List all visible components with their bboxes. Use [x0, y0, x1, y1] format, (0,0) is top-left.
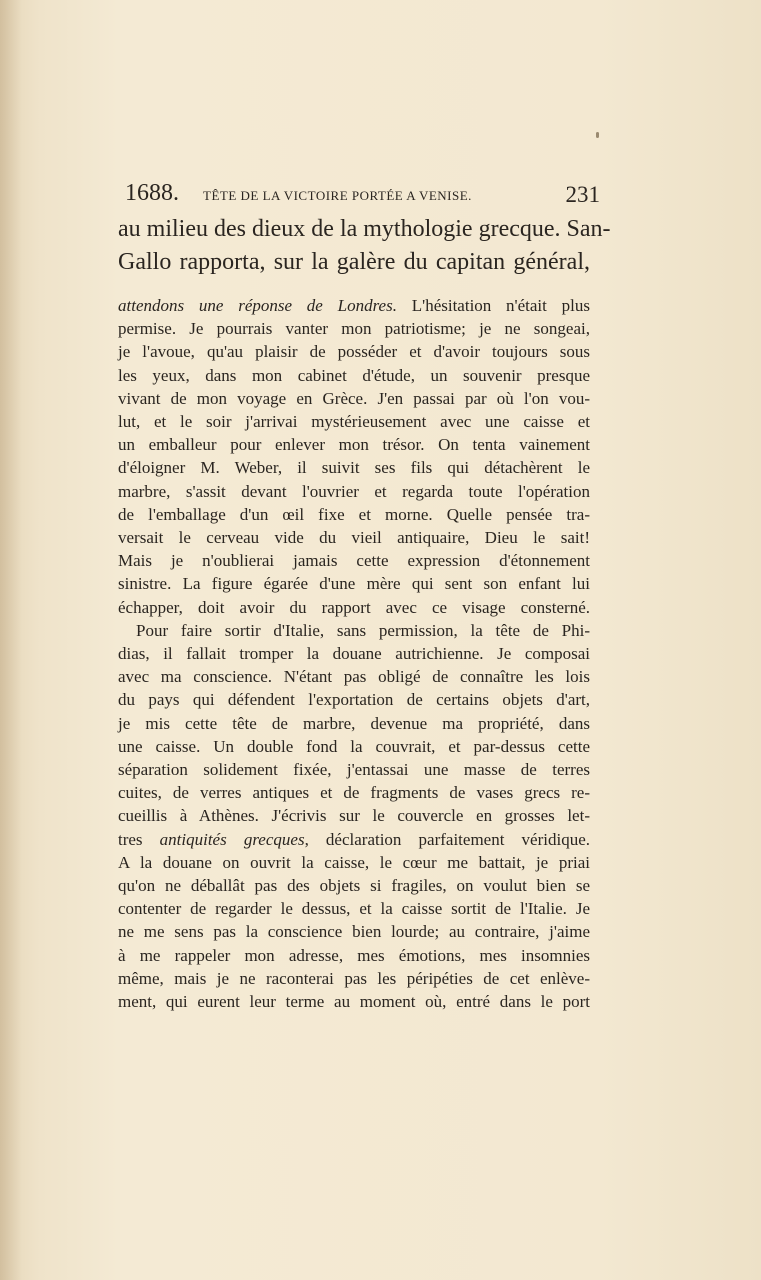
- lead-paragraph: [118, 213, 611, 279]
- text-line: échapper, doit avoir du rapport avec ce visage consterné.: [118, 597, 590, 617]
- text-segment: L'hésitation n'était plus: [396, 296, 590, 315]
- body-text: [118, 294, 590, 1013]
- text-line: les yeux, dans mon cabinet d'étude, un souvenir presque: [118, 365, 590, 385]
- text-line: permise. Je pourrais vanter mon patriotisme; je ne songeai,: [118, 319, 590, 339]
- text-line: à me rappeler mon adresse, mes émotions, mes insomnies: [118, 945, 590, 965]
- text-segment: tres: [118, 829, 160, 849]
- text-line: marbre, s'assit devant l'ouvrier et regarda toute l'opération: [118, 481, 590, 501]
- text-line: cuites, de verres antiques et de fragments de vases grecs re-: [118, 783, 590, 803]
- text-line: au milieu des dieux de la mythologie grecque. San-: [118, 216, 611, 242]
- text-line: [118, 828, 590, 851]
- text-line: une caisse. Un double fond la couvrait, et par-dessus cette: [118, 736, 590, 756]
- text-line: vivant de mon voyage en Grèce. J'en passai par où l'on vou-: [118, 388, 590, 408]
- text-line: ment, qui eurent leur terme au moment où, entré dans le port: [118, 992, 590, 1012]
- text-line: de l'emballage d'un œil fixe et morne. Quelle pensée tra-: [118, 504, 590, 524]
- text-line: avec ma conscience. N'étant pas obligé de connaître les lois: [118, 667, 590, 687]
- text-line: du pays qui défendent l'exportation de certains objets d'art,: [118, 690, 590, 710]
- page-number: 231: [565, 182, 600, 207]
- running-title: TÊTE DE LA VICTOIRE PORTÉE A VENISE.: [203, 188, 472, 203]
- text-line: d'éloigner M. Weber, il suivit ses fils qui détachèrent le: [118, 458, 590, 478]
- text-line: qu'on ne déballât pas des objets si fragiles, on voulut bien se: [118, 876, 590, 896]
- paper-speck: [596, 132, 599, 138]
- text-line: je l'avoue, qu'au plaisir de posséder et d'avoir toujours sous: [118, 342, 590, 362]
- italic-phrase: attendons une réponse de Londres.: [118, 296, 397, 315]
- text-line: dias, il fallait tromper la douane autrichienne. Je composai: [118, 644, 590, 664]
- text-line: [118, 294, 590, 317]
- text-line: un emballeur pour enlever mon trésor. On tenta vainement: [118, 435, 590, 455]
- text-line: même, mais je ne raconterai pas les péripéties de cet enlève-: [118, 968, 590, 988]
- text-line: sinistre. La figure égarée d'une mère qui sent son enfant lui: [118, 574, 590, 594]
- text-line: Mais je n'oublierai jamais cette expression d'étonnement: [118, 551, 590, 571]
- text-line: versait le cerveau vide du vieil antiquaire, Dieu le sait!: [118, 528, 590, 548]
- text-line: Pour faire sortir d'Italie, sans permission, la tête de Phi-: [136, 620, 590, 640]
- text-segment: , déclaration parfaitement véridique.: [304, 829, 590, 849]
- gutter-shadow: [0, 0, 22, 1280]
- header-year: 1688.: [125, 180, 179, 206]
- text-line: lut, et le soir j'arrivai mystérieusement avec une caisse et: [118, 412, 590, 432]
- text-line: contenter de regarder le dessus, et la caisse sortit de l'Italie. Je: [118, 899, 590, 919]
- text-line: A la douane on ouvrit la caisse, le cœur me battait, je priai: [118, 852, 590, 872]
- text-line: séparation solidement fixée, j'entassai une masse de terres: [118, 760, 590, 780]
- text-line: cueillis à Athènes. J'écrivis sur le couvercle en grosses let-: [118, 806, 590, 826]
- running-header: [125, 180, 600, 208]
- text-line: je mis cette tête de marbre, devenue ma propriété, dans: [118, 713, 590, 733]
- text-line: Gallo rapporta, sur la galère du capitan général,: [118, 249, 590, 275]
- italic-phrase: antiquités grecques: [159, 829, 305, 849]
- text-line: ne me sens pas la conscience bien lourde; au contraire, j'aime: [118, 922, 590, 942]
